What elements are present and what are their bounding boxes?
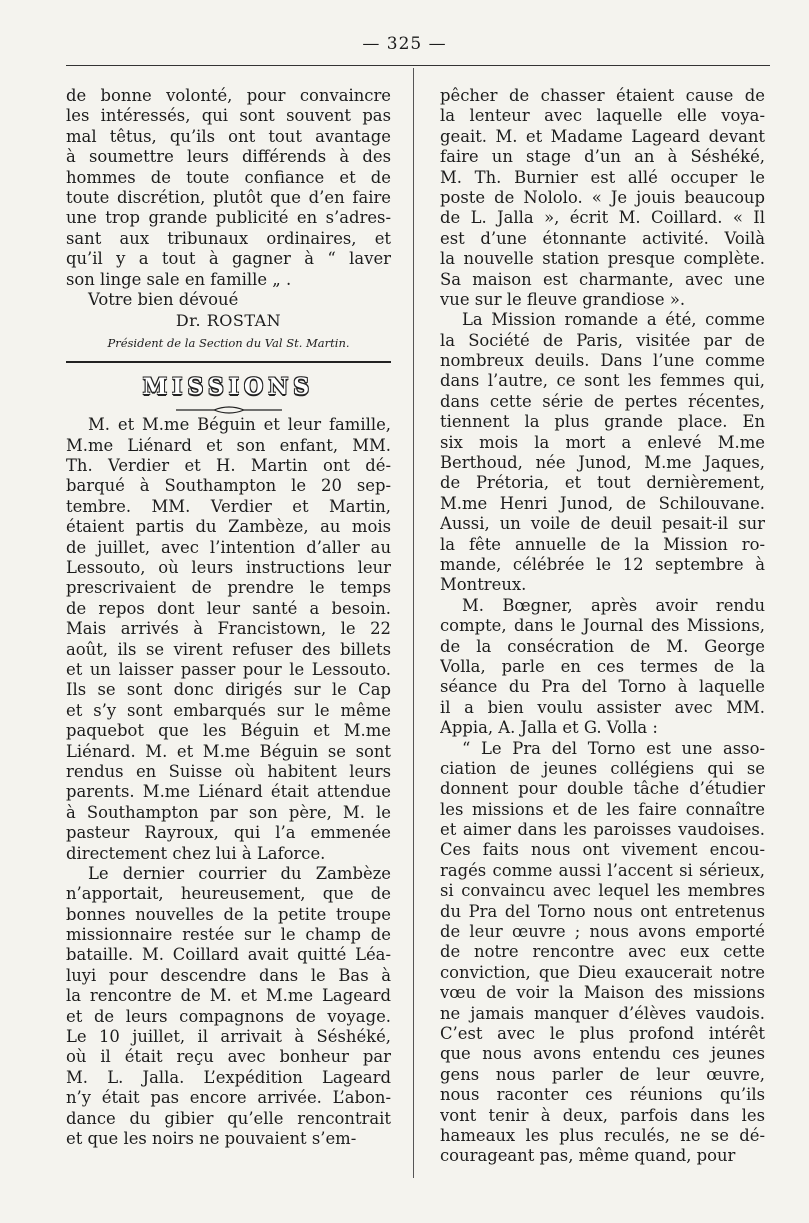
text-line: paquebot que les Béguin et M.me xyxy=(66,721,391,741)
text-line: est d’une étonnante activité. Voilà xyxy=(440,228,765,248)
author-affiliation: Président de la Section du Val St. Martin. xyxy=(107,336,350,351)
left-column xyxy=(66,86,391,1149)
text-line: dans l’autre, ce sont les femmes qui, xyxy=(440,371,765,391)
text-line: Aussi, un voile de deuil pesait-il sur xyxy=(440,514,765,534)
text-line: vue sur le fleuve grandiose ». xyxy=(440,289,686,309)
text-line: ne jamais manquer d’élèves vaudois. xyxy=(440,1003,765,1023)
text-line: tembre. MM. Verdier et Martin, xyxy=(66,496,391,516)
text-line: Ils se sont donc dirigés sur le Cap xyxy=(66,680,391,700)
text-line: la Société de Paris, visitée par de xyxy=(440,330,765,350)
missions-paragraph-2 xyxy=(66,864,391,1149)
header-rule xyxy=(66,65,770,66)
letter-signoff: Votre bien dévoué xyxy=(88,289,239,309)
text-line: la nouvelle station presque complète. xyxy=(440,249,765,269)
text-line: bonnes nouvelles de la petite troupe xyxy=(66,904,391,924)
text-line: de leur œuvre ; nous avons emporté xyxy=(440,922,765,942)
text-line: bataille. M. Coillard avait quitté Léa- xyxy=(66,945,391,965)
text-line: prescrivaient de prendre le temps xyxy=(66,578,391,598)
text-line: dans cette série de pertes récentes, xyxy=(440,391,765,411)
text-line: vont tenir à deux, parfois dans les xyxy=(440,1105,765,1125)
text-line: la rencontre de M. et M.me Lageard xyxy=(66,986,391,1006)
text-line: son linge sale en famille „ . xyxy=(66,269,292,289)
text-line: poste de Nololo. « Je jouis beaucoup xyxy=(440,187,765,207)
text-line: la lenteur avec laquelle elle voya- xyxy=(440,106,765,126)
text-line: donnent pour double tâche d’étudier xyxy=(440,779,765,799)
missions-paragraph-6 xyxy=(440,739,765,1167)
text-line: de juillet, avec l’intention d’aller au xyxy=(66,537,391,557)
missions-paragraph-3 xyxy=(440,86,765,310)
text-line: C’est avec le plus profond intérêt xyxy=(440,1023,765,1043)
text-line: de notre rencontre avec eux cette xyxy=(440,942,765,962)
letter-ending-paragraph xyxy=(66,86,391,290)
column-divider xyxy=(413,68,414,1178)
ornament-divider-icon xyxy=(66,401,391,415)
text-line: compte, dans le Journal des Missions, xyxy=(440,616,765,636)
text-line: Mais arrivés à Francistown, le 22 xyxy=(66,619,391,639)
text-line: Th. Verdier et H. Martin ont dé- xyxy=(66,456,391,476)
text-line: vœu de voir la Maison des missions xyxy=(440,983,765,1003)
text-line: gens nous parler de leur œuvre, xyxy=(440,1064,765,1084)
page-number: — 325 — xyxy=(362,34,447,54)
text-line: M.me Henri Junod, de Schilouvane. xyxy=(440,493,765,513)
text-line: hommes de toute confiance et de xyxy=(66,167,391,187)
text-line: Berthoud, née Junod, M.me Jaques, xyxy=(440,453,765,473)
text-line: pasteur Rayroux, qui l’a emmenée xyxy=(66,823,391,843)
text-line: nous raconter ces réunions qu’ils xyxy=(440,1085,765,1105)
text-line: M. Bœgner, après avoir rendu xyxy=(462,595,765,615)
letter-author: Dr. ROSTAN xyxy=(175,311,282,331)
text-line: Montreux. xyxy=(440,575,527,595)
text-line: dance du gibier qu’elle rencontrait xyxy=(66,1108,391,1128)
text-line: Le 10 juillet, il arrivait à Séshéké, xyxy=(66,1027,391,1047)
text-line: mande, célébrée le 12 septembre à xyxy=(440,554,765,574)
text-line: de bonne volonté, pour convaincre xyxy=(66,86,391,105)
text-line: une trop grande publicité en s’adres- xyxy=(66,208,391,228)
missions-paragraph-5 xyxy=(440,596,765,739)
text-line: du Pra del Torno nous ont entretenus xyxy=(440,901,765,921)
text-line: ciation de jeunes collégiens qui se xyxy=(440,758,765,778)
text-line: et s’y sont embarqués sur le même xyxy=(66,700,391,720)
text-line: parents. M.me Liénard était attendue xyxy=(66,782,391,802)
text-line: nombreux deuils. Dans l’une comme xyxy=(440,351,765,371)
text-line: et un laisser passer pour le Lessouto. xyxy=(66,659,391,679)
text-line: faire un stage d’un an à Séshéké, xyxy=(440,147,765,167)
text-line: la fête annuelle de la Mission ro- xyxy=(440,534,765,554)
text-line: M. et M.me Béguin et leur famille, xyxy=(88,415,391,435)
text-line: de repos dont leur santé a besoin. xyxy=(66,598,391,618)
text-line: que nous avons entendu ces jeunes xyxy=(440,1044,765,1064)
text-line: Lessouto, où leurs instructions leur xyxy=(66,558,391,578)
text-line: tiennent la plus grande place. En xyxy=(440,412,765,432)
text-line: n’y était pas encore arrivée. L’abon- xyxy=(66,1088,391,1108)
text-line: n’apportait, heureusement, que de xyxy=(66,884,391,904)
text-line: “ Le Pra del Torno est une asso- xyxy=(462,738,765,758)
section-rule xyxy=(66,361,391,363)
text-line: geait. M. et Madame Lageard devant xyxy=(440,126,765,146)
text-line: pêcher de chasser étaient cause de xyxy=(440,86,765,105)
text-line: à soumettre leurs différends à des xyxy=(66,147,391,167)
text-line: toute discrétion, plutôt que d’en faire xyxy=(66,187,391,207)
text-line: séance du Pra del Torno à laquelle xyxy=(440,677,765,697)
text-line: août, ils se virent refuser des billets xyxy=(66,639,391,659)
text-line: de la consécration de M. George xyxy=(440,636,765,656)
section-title: MISSIONS xyxy=(142,374,315,401)
text-line: M.me Liénard et son enfant, MM. xyxy=(66,435,391,455)
missions-paragraph-1 xyxy=(66,415,391,864)
text-line: à Southampton par son père, M. le xyxy=(66,802,391,822)
text-line: directement chez lui à Laforce. xyxy=(66,843,326,863)
text-line: luyi pour descendre dans le Bas à xyxy=(66,965,391,985)
text-line: La Mission romande a été, comme xyxy=(462,310,765,330)
text-line: M. L. Jalla. L’expédition Lageard xyxy=(66,1067,391,1087)
text-line: conviction, que Dieu exaucerait notre xyxy=(440,962,765,982)
text-line: M. Th. Burnier est allé occuper le xyxy=(440,167,765,187)
right-column xyxy=(440,86,765,1167)
text-line: de Prétoria, et tout dernièrement, xyxy=(440,473,765,493)
text-line: missionnaire restée sur le champ de xyxy=(66,925,391,945)
missions-paragraph-4 xyxy=(440,310,765,595)
text-line: étaient partis du Zambèze, au mois xyxy=(66,517,391,537)
text-line: six mois la mort a enlevé M.me xyxy=(440,432,765,452)
text-line: Le dernier courrier du Zambèze xyxy=(88,863,391,883)
text-line: courageant pas, même quand, pour xyxy=(440,1146,736,1166)
text-line: rendus en Suisse où habitent leurs xyxy=(66,761,391,781)
text-line: de L. Jalla », écrit M. Coillard. « Il xyxy=(440,208,765,228)
text-line: et de leurs compagnons de voyage. xyxy=(66,1006,391,1026)
text-line: les missions et de les faire connaître xyxy=(440,799,765,819)
text-line: Liénard. M. et M.me Béguin se sont xyxy=(66,741,391,761)
text-line: si convaincu avec lequel les membres xyxy=(440,881,765,901)
text-line: Ces faits nous ont vivement encou- xyxy=(440,840,765,860)
text-line: il a bien voulu assister avec MM. xyxy=(440,697,765,717)
text-line: où il était reçu avec bonheur par xyxy=(66,1047,391,1067)
text-line: Sa maison est charmante, avec une xyxy=(440,269,765,289)
text-line: hameaux les plus reculés, ne se dé- xyxy=(440,1125,765,1145)
text-line: sant aux tribunaux ordinaires, et xyxy=(66,228,391,248)
text-line: et que les noirs ne pouvaient s’em- xyxy=(66,1128,357,1148)
text-line: les intéressés, qui sont souvent pas xyxy=(66,106,391,126)
text-line: barqué à Southampton le 20 sep- xyxy=(66,476,391,496)
text-line: ragés comme aussi l’accent si sérieux, xyxy=(440,860,765,880)
text-line: qu’il y a tout à gagner à “ laver xyxy=(66,249,391,269)
text-line: Appia, A. Jalla et G. Volla : xyxy=(440,718,658,738)
text-line: Volla, parle en ces termes de la xyxy=(440,656,765,676)
text-line: et aimer dans les paroisses vaudoises. xyxy=(440,820,765,840)
text-line: mal têtus, qu’ils ont tout avantage xyxy=(66,126,391,146)
